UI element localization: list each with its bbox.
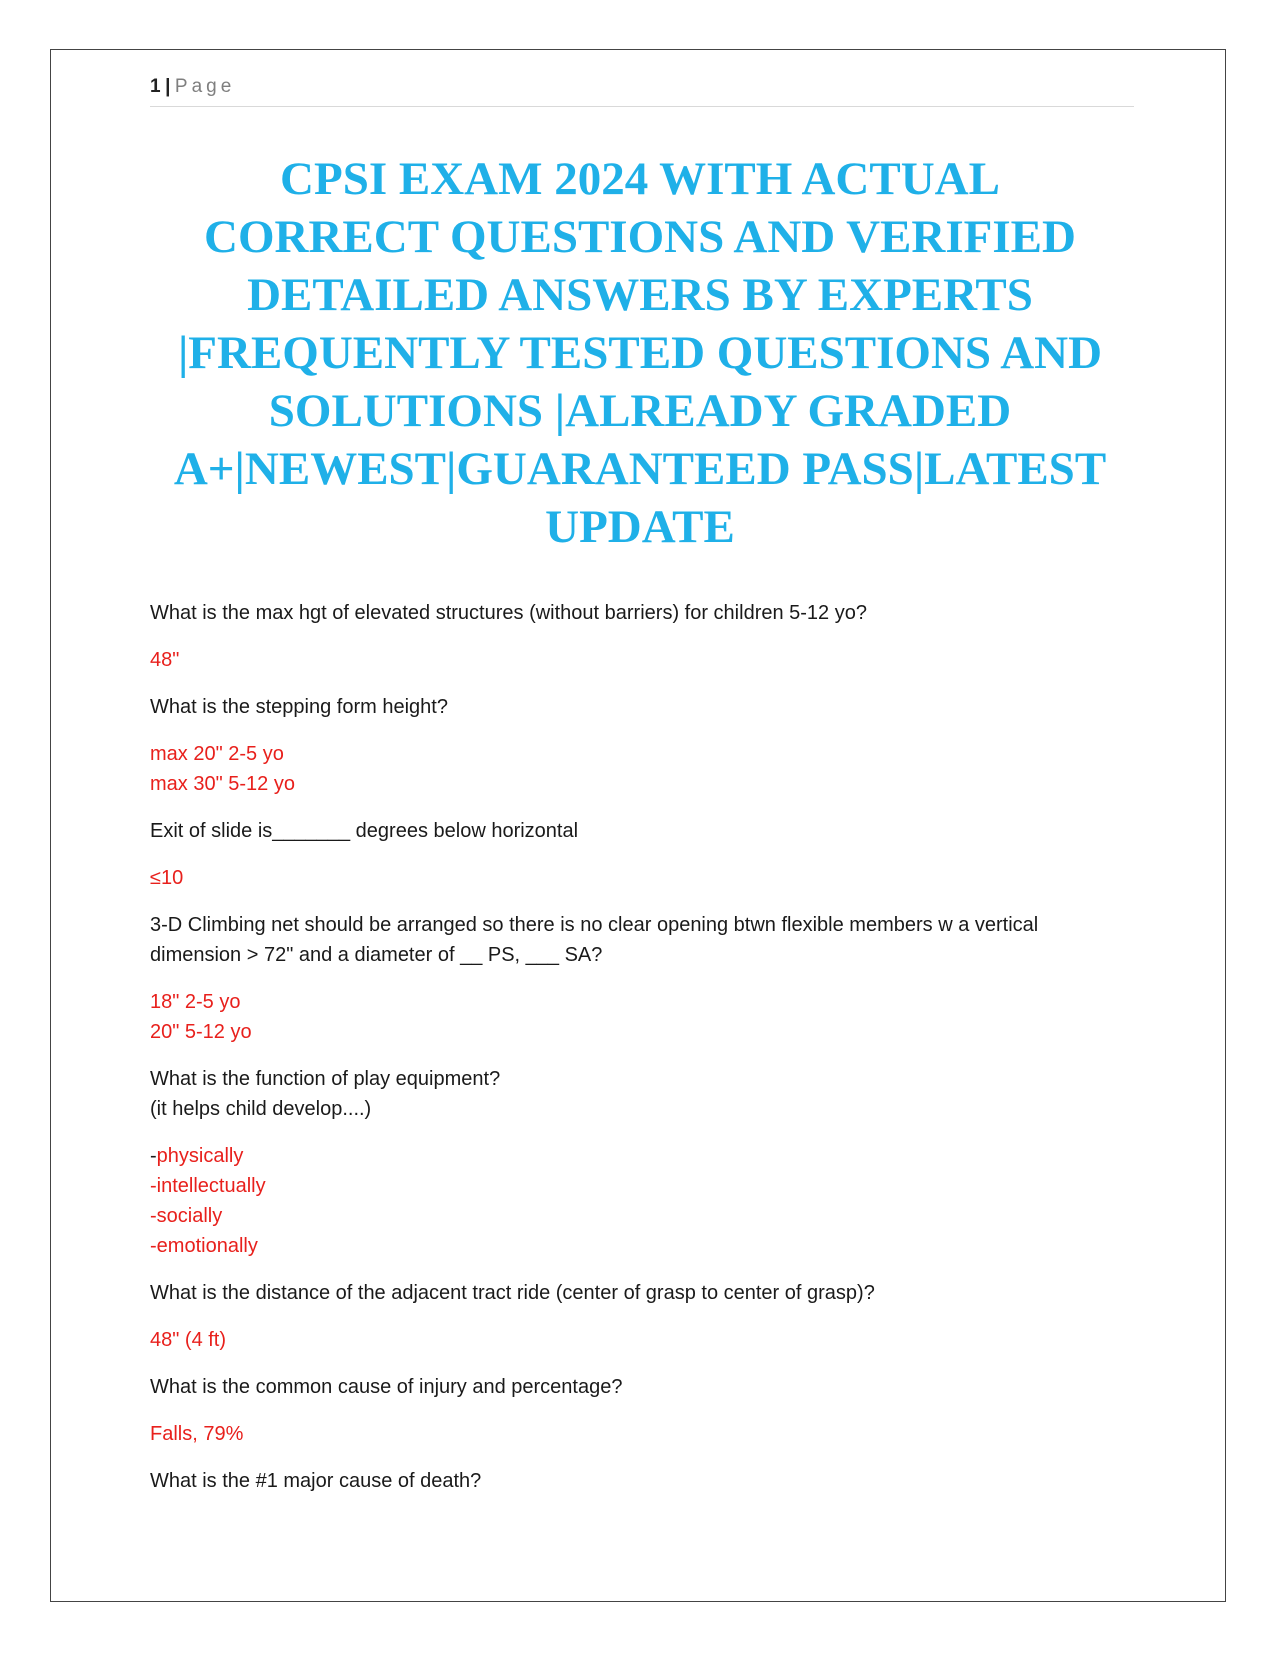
page-label: Page xyxy=(174,76,236,97)
answer: max 30" 5-12 yo xyxy=(150,773,295,795)
title-line: |FREQUENTLY TESTED QUESTIONS AND xyxy=(177,327,1103,379)
question: dimension > 72" and a diameter of __ PS, ___ SA? xyxy=(150,944,603,966)
answer-list-item: -emotionally xyxy=(150,1235,258,1257)
question: What is the distance of the adjacent tract ride (center of grasp to center of grasp)? xyxy=(150,1282,875,1304)
title-line: DETAILED ANSWERS BY EXPERTS xyxy=(247,269,1033,321)
answer: 18" 2-5 yo xyxy=(150,991,241,1013)
title-line: A+|NEWEST|GUARANTEED PASS|LATEST xyxy=(173,443,1107,495)
question: What is the max hgt of elevated structures (without barriers) for children 5-12 yo? xyxy=(150,602,867,624)
answer: ≤10 xyxy=(150,867,184,889)
answer-list-item: -intellectually xyxy=(150,1175,266,1197)
title-line: SOLUTIONS |ALREADY GRADED xyxy=(268,385,1012,437)
page-number: 1 xyxy=(150,76,162,97)
header-separator: | xyxy=(165,76,171,97)
document-title xyxy=(145,150,1135,556)
answer: max 20" 2-5 yo xyxy=(150,743,284,765)
question: 3-D Climbing net should be arranged so there is no clear opening btwn flexible members w a vertical xyxy=(150,914,1039,936)
question: What is the stepping form height? xyxy=(150,696,448,718)
answer: 20" 5-12 yo xyxy=(150,1021,252,1043)
question: What is the function of play equipment? xyxy=(150,1068,501,1090)
answer: 48" (4 ft) xyxy=(150,1329,227,1351)
answer: Falls, 79% xyxy=(150,1423,244,1445)
question: Exit of slide is_______ degrees below horizontal xyxy=(150,820,579,842)
question: What is the #1 major cause of death? xyxy=(150,1470,482,1492)
question: What is the common cause of injury and percentage? xyxy=(150,1376,623,1398)
answer: 48" xyxy=(150,649,180,671)
title-line: CPSI EXAM 2024 WITH ACTUAL xyxy=(280,153,1000,205)
page-header xyxy=(150,76,1134,107)
title-line: UPDATE xyxy=(545,501,735,553)
title-line: CORRECT QUESTIONS AND VERIFIED xyxy=(204,211,1076,263)
qa-content xyxy=(150,598,1100,1496)
answer-list-item: -physically xyxy=(150,1145,244,1167)
answer-list-item: -socially xyxy=(150,1205,223,1227)
question: (it helps child develop....) xyxy=(150,1098,372,1120)
